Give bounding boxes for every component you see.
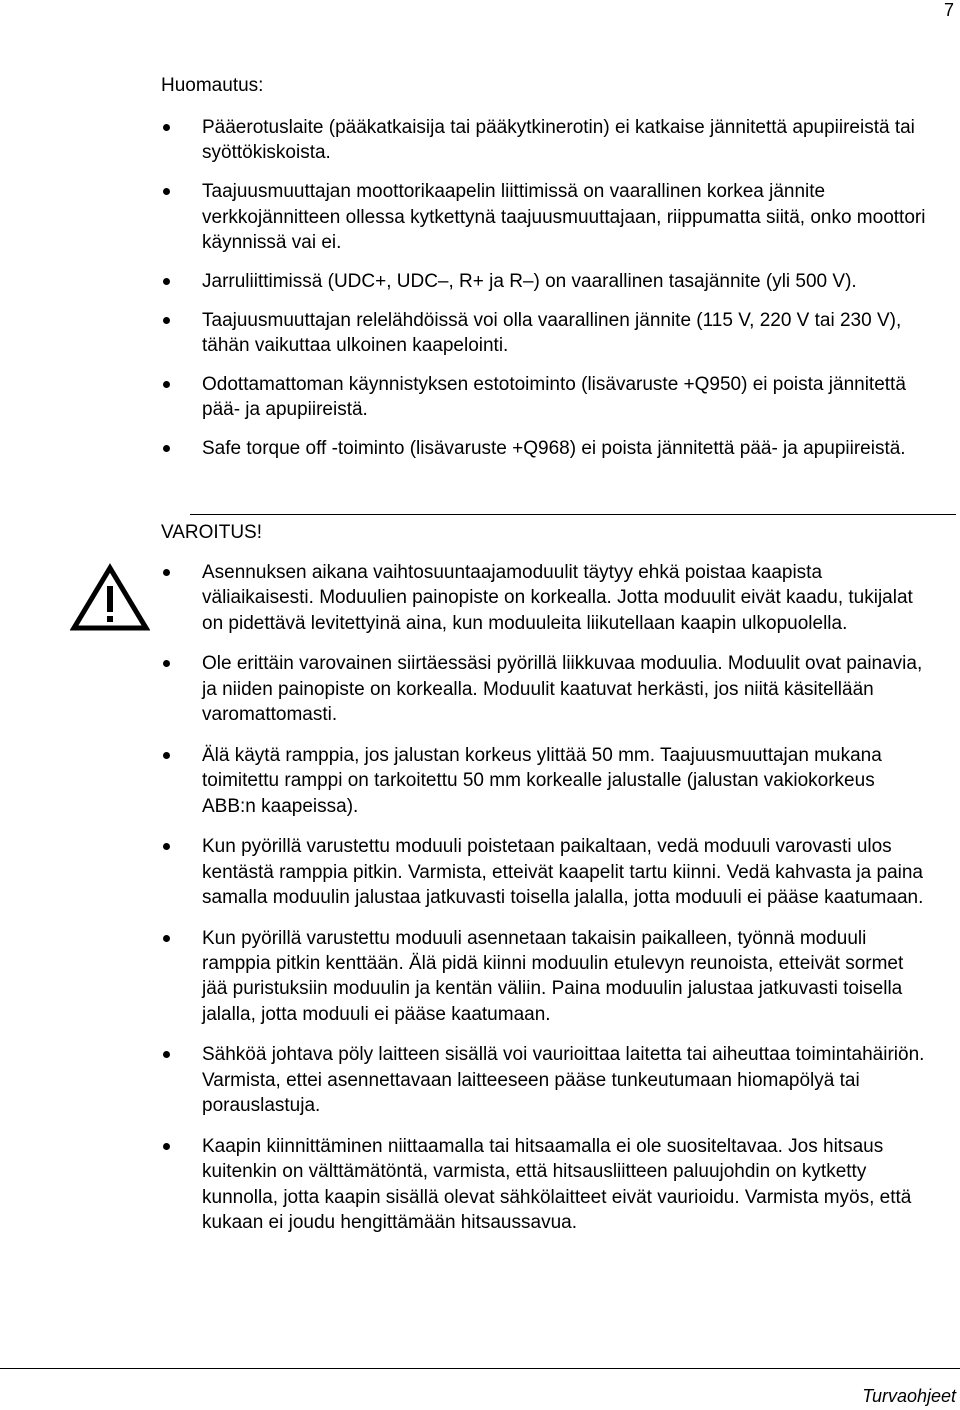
bullet-icon (163, 752, 170, 759)
warning-item-text: Kaapin kiinnittäminen niittaamalla tai hitsaamalla ei ole suositeltavaa. Jos hitsaus kuitenkin on välttämätöntä, varmista, että hitsausliitteen paluujohdin on kytketty kunnolla, jotta kaapin sisällä olevat sähkölaitteet eivät vaurioidu. Varmista myös, että kukaan ei joudu hengittämään hitsaussavua. (202, 1135, 912, 1234)
warning-item (161, 1134, 931, 1236)
bullet-icon (163, 843, 170, 850)
warning-item-text: Kun pyörillä varustettu moduuli asennetaan takaisin paikalleen, työnnä moduuli ramppia pitkin kenttään. Älä pidä kiinni moduulin etulevyn reunoista, etteivät sormet jää puristuksiin moduulin ja kentän väliin. Paina moduulin jalustaa jatkuvasti toisella jalalla, jotta moduuli ei pääse kaatumaan. (202, 927, 904, 1025)
warning-item (161, 926, 931, 1028)
bullet-icon (163, 445, 170, 452)
note-item-text: Pääerotuslaite (pääkatkaisija tai pääkytkinerotin) ei katkaise jännitettä apupiireistä tai syöttökiskoista. (202, 117, 915, 164)
warning-list (161, 560, 931, 1251)
note-item (161, 115, 931, 166)
warning-item-text: Älä käytä ramppia, jos jalustan korkeus ylittää 50 mm. Taajuusmuuttajan mukana toimitettu ramppi on tarkoitettu 50 mm korkealle jalustalle (jalustan vakiokorkeus ABB:n kaapeissa). (202, 744, 882, 817)
warning-item (161, 560, 931, 636)
footer-divider (0, 1368, 960, 1369)
note-item-text: Jarruliittimissä (UDC+, UDC–, R+ ja R–) on vaarallinen tasajännite (yli 500 V). (202, 270, 857, 292)
bullet-icon (163, 317, 170, 324)
warning-item-text: Kun pyörillä varustettu moduuli poistetaan paikaltaan, vedä moduuli varovasti ulos kentästä ramppia pitkin. Varmista, etteivät kaapelit tartu kiinni. Vedä kahvasta ja paina samalla moduulin jalustaa jatkuvasti toisella jalalla, jotta moduuli ei pääse kaatumaan. (202, 836, 924, 909)
note-item (161, 308, 931, 359)
note-item-text: Odottamattoman käynnistyksen estotoiminto (lisävaruste +Q950) ei poista jännitettä pää- ja apupiireistä. (202, 373, 906, 421)
note-list (161, 115, 931, 475)
warning-item (161, 1042, 931, 1118)
note-item-text: Taajuusmuuttajan moottorikaapelin liittimissä on vaarallinen korkea jännite verkkojännitteen ollessa kytkettynä taajuusmuuttajaan, riippumatta siitä, onko moottori käynnissä vai ei. (202, 181, 926, 254)
note-item (161, 436, 931, 461)
note-item-text: Safe torque off -toiminto (lisävaruste +Q968) ei poista jännitettä pää- ja apupiireistä. (202, 438, 906, 460)
warning-divider (190, 514, 956, 515)
warning-heading: VAROITUS! (161, 522, 262, 543)
bullet-icon (163, 569, 170, 576)
note-item (161, 179, 931, 255)
bullet-icon (163, 1051, 170, 1058)
bullet-icon (163, 278, 170, 285)
bullet-icon (163, 1143, 170, 1150)
warning-item (161, 651, 931, 727)
bullet-icon (163, 381, 170, 388)
warning-triangle-icon (70, 562, 150, 632)
page-number: 7 (943, 0, 954, 20)
note-item (161, 372, 931, 423)
warning-item-text: Ole erittäin varovainen siirtäessäsi pyörillä liikkuvaa moduulia. Moduulit ovat painavia, ja niiden painopiste on korkealla. Moduulit kaatuvat herkästi, jos niitä käsitellään varomattomasti. (202, 653, 923, 726)
bullet-icon (163, 660, 170, 667)
note-heading: Huomautus: (161, 75, 264, 96)
warning-item-text: Sähköä johtava pöly laitteen sisällä voi vaurioittaa laitetta tai aiheuttaa toimintahäiriön. Varmista, ettei asennettavaan laitteeseen pääse tunkeutumaan hiomapölyä tai porauslastuja. (202, 1044, 925, 1117)
bullet-icon (163, 124, 170, 131)
warning-item (161, 834, 931, 910)
warning-item (161, 743, 931, 819)
note-item-text: Taajuusmuuttajan relelähdöissä voi olla vaarallinen jännite (115 V, 220 V tai 230 V), tähän vaikuttaa ulkoinen kaapelointi. (202, 309, 902, 357)
bullet-icon (163, 935, 170, 942)
warning-item-text: Asennuksen aikana vaihtosuuntaajamoduulit täytyy ehkä poistaa kaapista väliaikaisesti. Moduulien painopiste on korkealla. Jotta moduulit eivät kaadu, tukijalat on pidettävä levitettyinä aina, kun moduuleita liikutellaan kaapin ulkopuolella. (202, 562, 913, 634)
note-item (161, 269, 931, 294)
footer-title: Turvaohjeet (862, 1386, 956, 1406)
bullet-icon (163, 188, 170, 195)
